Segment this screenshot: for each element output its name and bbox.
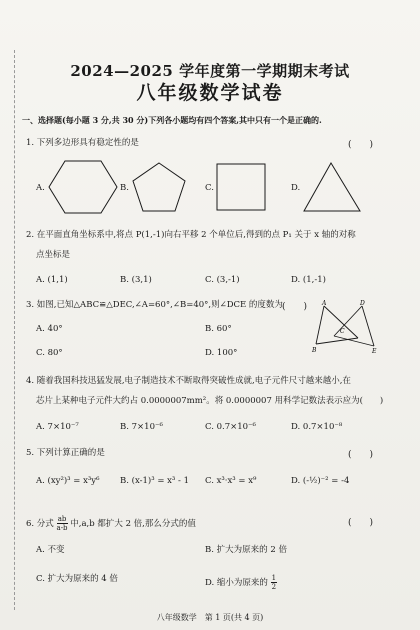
congruent-triangles-figure <box>310 300 380 354</box>
q4-stem: 4. 随着我国科技迅猛发展,电子制造技术不断取得突破性成就,电子元件尺寸越来越小,在 <box>26 376 351 386</box>
q1-option-a: A. <box>36 183 45 193</box>
q5-answer-paren: ( ) <box>348 450 374 460</box>
fig-label-e: E <box>372 348 377 355</box>
q6-option-a: A. 不变 <box>36 545 65 555</box>
q2-option-b: B. (3,1) <box>120 275 152 285</box>
q3-option-a: A. 40° <box>36 324 63 334</box>
binding-margin <box>4 50 15 610</box>
q2-option-a: A. (1,1) <box>36 275 68 285</box>
q3-stem: 3. 如图,已知△ABC≌△DEC,∠A=60°,∠B=40°,则∠DCE 的度数为 <box>26 300 283 310</box>
q2-stem: 2. 在平面直角坐标系中,将点 P(1,-1)向右平移 2 个单位后,得到的点 P₁ 关于 x 轴的对称 <box>26 230 356 240</box>
q2-stem-line2: 点坐标是 <box>36 250 71 260</box>
q1-option-d: D. <box>291 183 301 193</box>
q4-option-a: A. 7×10⁻⁷ <box>36 422 79 432</box>
q5-option-c: C. x³·x³ = x⁹ <box>205 476 257 486</box>
exam-subtitle: 八年级数学试卷 <box>136 82 284 104</box>
q6-option-d <box>205 574 277 591</box>
q4-option-c: C. 0.7×10⁻⁶ <box>205 422 256 432</box>
fig-label-d: D <box>360 300 365 307</box>
q6-stem-post: 中,a,b 都扩大 2 倍,那么分式的值 <box>70 519 196 529</box>
q1-option-b: B. <box>120 183 129 193</box>
q6-stem <box>26 515 196 532</box>
section-heading: 一、选择题(每小题 3 分,共 30 分)下列各小题均有四个答案,其中只有一个是正确的. <box>22 115 322 125</box>
triangle-figure <box>303 162 361 212</box>
fig-label-c: C <box>340 328 345 335</box>
q6-fraction <box>57 515 68 532</box>
q2-option-c: C. (3,-1) <box>205 275 240 285</box>
q5-option-a: A. (xy²)³ = x³y⁶ <box>36 476 100 486</box>
q5-stem: 5. 下列计算正确的是 <box>26 448 105 458</box>
q1-answer-paren: ( ) <box>348 140 374 150</box>
fig-label-a: A <box>322 300 327 307</box>
q6-option-d-fraction <box>271 574 277 591</box>
q6-fraction-numerator: ab <box>57 515 67 523</box>
q6-half-denominator: 2 <box>271 583 277 591</box>
q4-option-d: D. 0.7×10⁻⁸ <box>291 422 343 432</box>
fig-label-b: B <box>312 347 317 354</box>
page-footer: 八年级数学 第 1 页(共 4 页) <box>156 613 264 622</box>
q3-option-d: D. 100° <box>205 348 238 358</box>
q6-option-b: B. 扩大为原来的 2 倍 <box>205 545 287 555</box>
q4-stem-line2: 芯片上某种电子元件大约占 0.0000007mm²。将 0.0000007 用科学记数法表示应为( ) <box>36 396 384 406</box>
q6-answer-paren: ( ) <box>348 518 374 528</box>
q6-half-numerator: 1 <box>271 574 277 582</box>
q3-option-c: C. 80° <box>36 348 63 358</box>
pentagon-figure <box>132 162 186 212</box>
square-figure <box>216 163 266 211</box>
q6-option-c: C. 扩大为原来的 4 倍 <box>36 574 118 584</box>
q6-stem-pre: 6. 分式 <box>26 519 54 529</box>
q6-fraction-denominator: a-b <box>56 524 68 532</box>
q3-option-b: B. 60° <box>205 324 232 334</box>
q2-option-d: D. (1,-1) <box>291 275 326 285</box>
hexagon-figure <box>48 160 118 214</box>
q4-option-b: B. 7×10⁻⁶ <box>120 422 163 432</box>
q6-option-d-text: D. 缩小为原来的 <box>205 578 268 588</box>
q1-stem: 1. 下列多边形具有稳定性的是 <box>26 138 139 148</box>
exam-title: 2024—2025 学年度第一学期期末考试 <box>70 62 350 80</box>
q1-option-c: C. <box>205 183 214 193</box>
q5-option-d: D. (-½)⁻² = -4 <box>291 476 350 486</box>
q5-option-b: B. (x-1)³ = x³ - 1 <box>120 476 190 486</box>
q3-answer-paren: ( ) <box>282 302 308 312</box>
